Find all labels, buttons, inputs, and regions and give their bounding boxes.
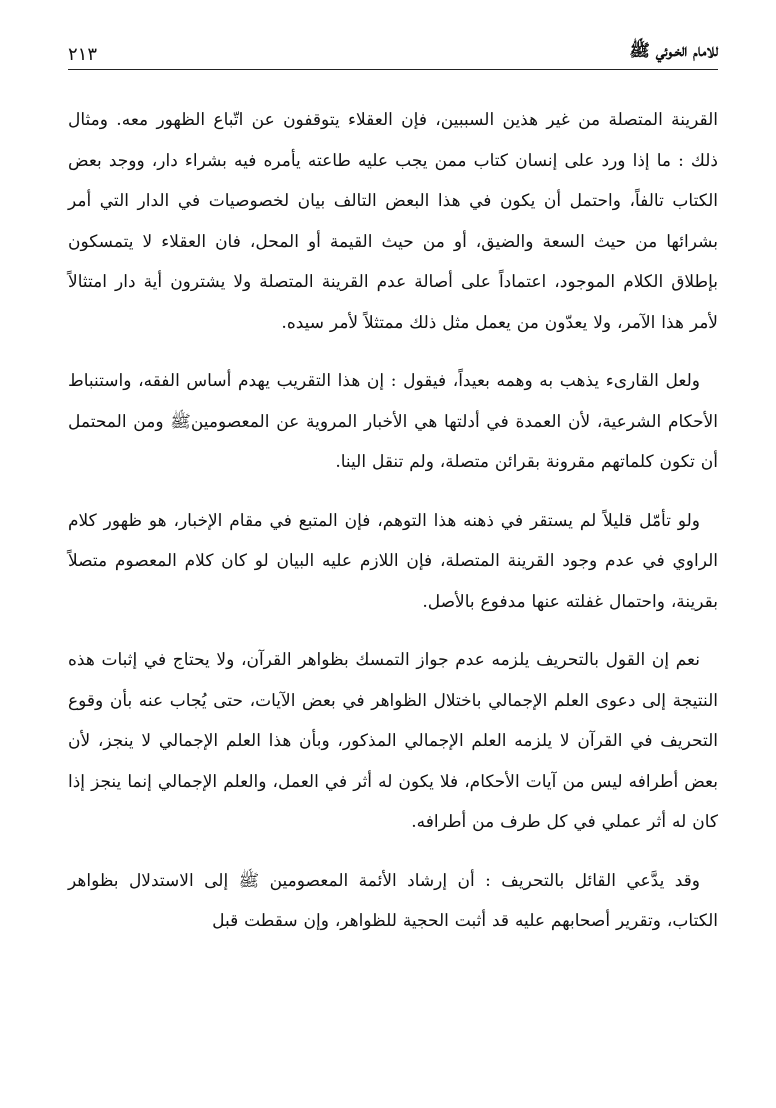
page-number: ٢١٣ [68, 44, 98, 65]
paragraph: ولعل القارىء يذهب به وهمه بعيداً، فيقول : إن هذا التقريب يهدم أساس الفقه، واستنباط الأحكام الشرعية، لأن العمدة في أدلتها هي الأخبار المروية عن المعصومينﷺ ومن المحتمل أن تكون كلماتهم مقرونة بقرائن متصلة، ولم تنقل الينا. [68, 371, 718, 472]
paragraph: نعم إن القول بالتحريف يلزمه عدم جواز التمسك بظواهر القرآن، ولا يحتاج في إثبات هذه النتيجة إلى دعوى العلم الإجمالي باختلال الظواهر في بعض الآيات، حتى يُجاب عنه بأن وقوع التحريف في القرآن لا يلزمه العلم الإجمالي المذكور، وبأن هذا العلم الإجمالي لا ينجز، لأن بعض أطرافه ليس من آيات الأحكام، فلا يكون له أثر في العمل، والعلم الإجمالي إنما ينجز إذا كان له أثر عملي في كل طرف من أطرافه. [68, 650, 718, 832]
book-page [68, 30, 718, 1080]
body-text [68, 100, 718, 942]
running-header [68, 30, 718, 70]
paragraph: ولو تأمّل قليلاً لم يستقر في ذهنه هذا التوهم، فإن المتبع في مقام الإخبار، هو ظهور كلام الراوي في عدم وجود القرينة المتصلة، فإن اللازم عليه البيان لو كان كلام المعصوم متصلاً بقرينة، واحتمال غفلته عنها مدفوع بالأصل. [68, 510, 718, 612]
paragraph: وقد يدَّعي القائل بالتحريف : أن إرشاد الأئمة المعصومين ﷺ إلى الاستدلال بظواهر الكتاب، وتقرير أصحابهم عليه قد أثبت الحجية للظواهر، وإن سقطت قبل [68, 870, 718, 931]
running-header-title: للامام الخـوئي ﷺ [629, 41, 718, 61]
paragraph: القرينة المتصلة من غير هذين السببين، فإن العقلاء يتوقفون عن اتّباع الظهور معه. ومثال ذلك : ما إذا ورد على إنسان كتاب ممن يجب عليه طاعته يأمره فيه بشراء دار، ووجد بعض الكتاب تالفاً، واحتمل أن يكون في هذا البعض التالف بيان لخصوصيات في الدار التي أمر بشرائها من حيث السعة والضيق، أو من حيث القيمة أو المحل، فان العقلاء لا يتمسكون بإطلاق الكلام الموجود، اعتماداً على أصالة عدم القرينة المتصلة ولا يشترون أية دار امتثالاً لأمر هذا الآمر، ولا يعدّون من يعمل مثل ذلك ممتثلاً لأمر سيده. [68, 110, 718, 333]
